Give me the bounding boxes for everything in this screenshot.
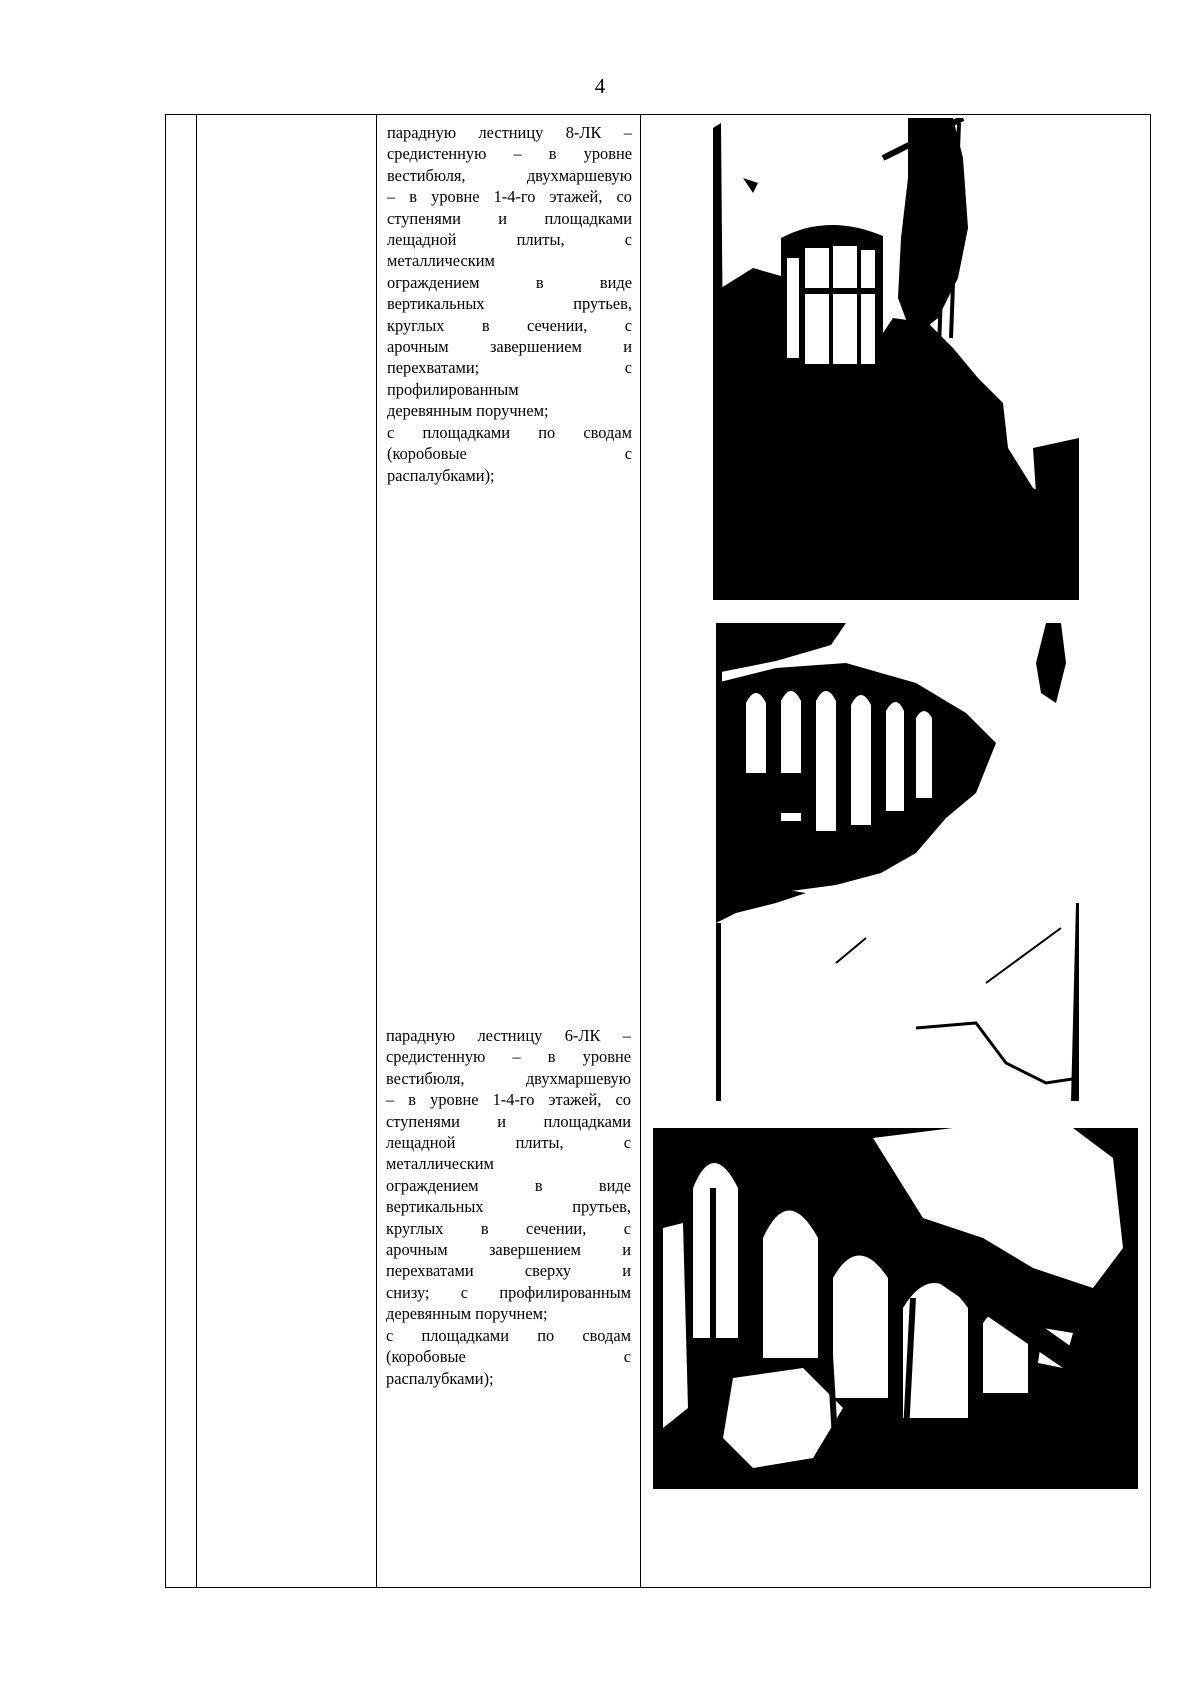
column-divider <box>640 115 641 1587</box>
description-line: парадную лестницу 8-ЛК – <box>387 123 632 142</box>
description-line: распалубками); <box>386 1368 494 1388</box>
description-line: – в уровне 1-4-го этажей, со <box>386 1090 631 1110</box>
description-line: металлическим <box>386 1154 494 1174</box>
entry-description-6lk <box>386 1025 631 1389</box>
description-line: с площадками по сводам <box>386 1325 631 1345</box>
description-line: – в уровне 1-4-го этажей, со <box>387 187 632 207</box>
column-divider <box>376 115 377 1587</box>
description-line: перехватами; с <box>387 358 632 378</box>
description-line: перехватами сверху и <box>386 1261 631 1281</box>
entry-description-8lk <box>387 122 632 486</box>
staircase-window-photo <box>713 118 1079 600</box>
description-line: вертикальных прутьев, <box>387 294 632 314</box>
description-line: профилированным <box>387 379 519 399</box>
description-line: (коробовые с <box>386 1347 631 1367</box>
description-line: с площадками по сводам <box>387 422 632 442</box>
description-line: арочным завершением и <box>387 337 632 357</box>
description-line: металлическим <box>387 251 495 271</box>
description-line: деревянным поручнем; <box>387 401 549 421</box>
description-line: круглых в сечении, с <box>387 315 632 335</box>
description-line: лещадной плиты, с <box>387 230 632 250</box>
description-line: арочным завершением и <box>386 1240 631 1260</box>
description-line: распалубками); <box>387 465 495 485</box>
description-line: ограждением в виде <box>387 272 632 292</box>
description-line: вестибюля, двухмаршевую <box>387 165 632 185</box>
description-line: средистенную – в уровне <box>387 144 632 164</box>
description-line: снизу; с профилированным <box>386 1282 631 1302</box>
staircase-railing-photo <box>716 623 1079 1101</box>
description-line: (коробовые с <box>387 444 632 464</box>
description-line: круглых в сечении, с <box>386 1218 631 1238</box>
description-line: средистенную – в уровне <box>386 1047 631 1067</box>
description-line: ступенями и площадками <box>386 1111 631 1131</box>
description-line: ступенями и площадками <box>387 208 632 228</box>
column-divider <box>196 115 197 1587</box>
description-line: вестибюля, двухмаршевую <box>386 1068 631 1088</box>
page-number: 4 <box>594 74 606 98</box>
arched-railing-photo <box>653 1128 1138 1489</box>
description-line: лещадной плиты, с <box>386 1133 631 1153</box>
description-line: ограждением в виде <box>386 1175 631 1195</box>
description-line: вертикальных прутьев, <box>386 1197 631 1217</box>
description-line: деревянным поручнем; <box>386 1304 548 1324</box>
description-line: парадную лестницу 6-ЛК – <box>386 1026 631 1045</box>
